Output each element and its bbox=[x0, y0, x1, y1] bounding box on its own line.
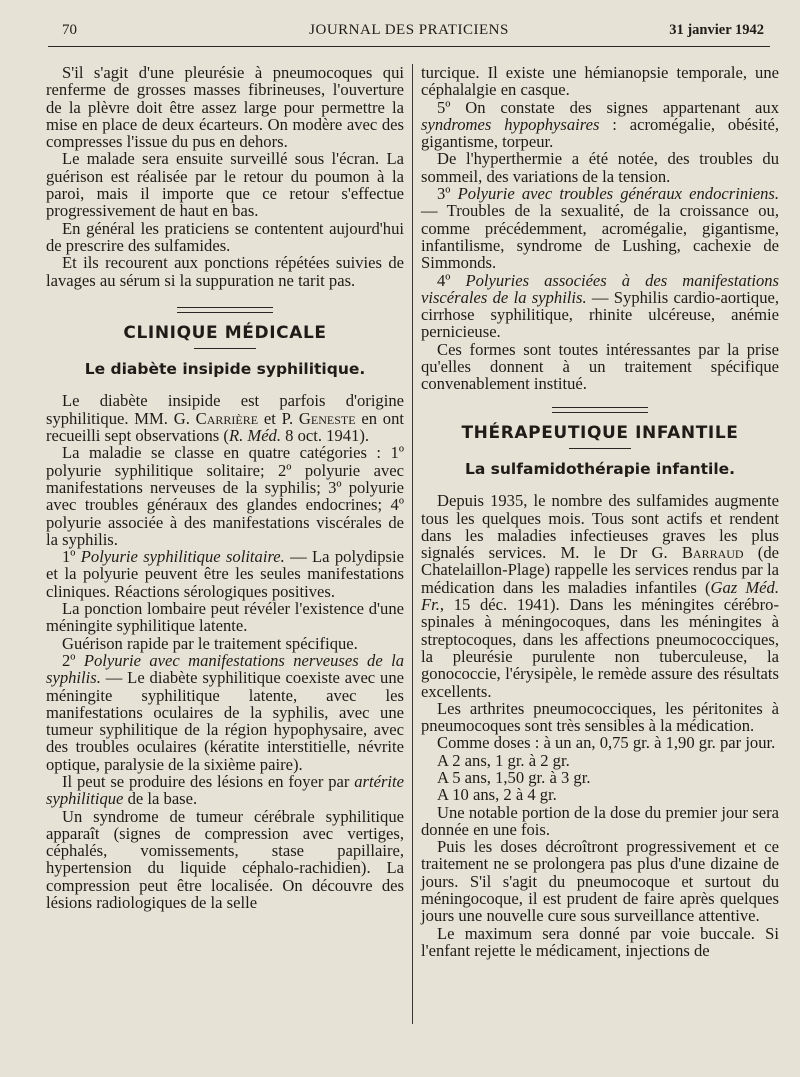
page-number: 70 bbox=[62, 22, 77, 38]
paragraph bbox=[46, 392, 404, 444]
journal-title: JOURNAL DES PRATICIENS bbox=[309, 22, 509, 38]
issue-date: 31 janvier 1942 bbox=[669, 22, 764, 38]
text: Le diabète insipide est parfois d'origine syphilitique. MM. G. bbox=[46, 391, 404, 428]
paragraph: Le maximum sera donné par voie buccale. Si l'enfant rejette le médicament, injections de bbox=[421, 923, 779, 960]
paragraph: Comme doses : à un an, 0,75 gr. à 1,90 gr. par jour. bbox=[437, 733, 776, 753]
text: — Le diabète syphilitique coexiste avec une méningite syphilitique latente, avec les manifestations oculaires de la syphilis, avec une tumeur syphilitique de la région hypophysaire, avec des troubles oculaires (kératite interstitielle, névrite optique, paralysie de la sixième paire). bbox=[46, 668, 404, 774]
paragraph: Et ils recourent aux ponctions répétées suivies de lavages au sérum si la suppuration ne tarit pas. bbox=[46, 253, 404, 290]
column-divider bbox=[412, 64, 413, 1024]
text: : acromégalie, obésité, gigantisme, torpeur. bbox=[421, 114, 779, 152]
paragraph: La ponction lombaire peut révéler l'existence d'une méningite syphilitique latente. bbox=[46, 599, 404, 636]
text: — La polydipsie et la polyurie peuvent être les seules manifestations cliniques. Réactions sérologiques positives. bbox=[46, 547, 404, 601]
paragraph: Les arthrites pneumococciques, les péritonites à pneumocoques sont très sensibles à la médication. bbox=[421, 698, 779, 736]
page-header bbox=[48, 20, 770, 44]
text: 4º bbox=[437, 270, 466, 290]
right-column bbox=[421, 64, 779, 959]
dose-list bbox=[421, 752, 779, 804]
paragraph: Puis les doses décroîtront progressivement et ce traitement ne se prolongera pas plus d'une dizaine de jours. S'il s'agit du pneumocoque et surtout du méningocoque, il est prudent de faire après quelques jours une nouvelle cure sous surveillance attentive. bbox=[421, 837, 779, 926]
subheading: Polyurie avec troubles généraux endocriniens. bbox=[457, 184, 779, 204]
paragraph bbox=[46, 548, 404, 600]
title-rule bbox=[194, 348, 256, 349]
subheading: Polyuries associées à des manifestations viscérales de la syphilis. bbox=[421, 270, 780, 307]
text: 3º bbox=[437, 184, 458, 204]
text: — Troubles de la sexualité, de la croissance ou, comme précédemment, acromégalie, gigantisme, infantilisme, syndrome de Lushing, cachexie de Simmonds. bbox=[421, 201, 779, 273]
paragraph: Guérison rapide par le traitement spécifique. bbox=[62, 633, 358, 653]
paragraph bbox=[421, 272, 779, 341]
article-title: La sulfamidothérapie infantile. bbox=[464, 459, 736, 478]
paragraph bbox=[46, 652, 404, 773]
paragraph bbox=[46, 773, 404, 808]
paragraph bbox=[421, 99, 779, 151]
text: 8 oct. 1941). bbox=[281, 426, 370, 446]
emphasis: syndromes hypophysaires bbox=[421, 114, 600, 134]
paragraph: turcique. Il existe une hémianopsie temporale, une céphalalgie en casque. bbox=[421, 63, 779, 100]
text: — Syphilis cardio-aortique, cirrhose syphilitique, rhinite ulcéreuse, anémie pernicieuse. bbox=[421, 287, 780, 342]
paragraph: S'il s'agit d'une pleurésie à pneumocoques qui renferme de grosses masses fibrineuses, l'ouverture de la plèvre doit être assez large pour permettre la mise en place de deux écarteurs. On modère avec des compresses l'issue du pus en dehors. bbox=[46, 63, 404, 152]
header-rule bbox=[48, 46, 770, 47]
text: et P. bbox=[258, 408, 299, 428]
reference: Gaz Méd. Fr. bbox=[421, 577, 779, 615]
section-title: CLINIQUE MÉDICALE bbox=[123, 322, 327, 343]
left-column bbox=[46, 64, 404, 911]
text: (de Chatelaillon-Plage) rappelle les services rendus par la médication dans les maladies infantiles ( bbox=[421, 543, 779, 597]
emphasis: artérite syphilitique bbox=[46, 771, 404, 809]
author-name: Barraud bbox=[681, 543, 744, 563]
section-separator bbox=[177, 307, 273, 313]
title-rule bbox=[569, 448, 631, 449]
text: 1º bbox=[62, 547, 81, 567]
article-title: Le diabète insipide syphilitique. bbox=[84, 360, 366, 379]
text: en ont recueilli sept observations ( bbox=[46, 408, 404, 446]
text: de la base. bbox=[123, 789, 198, 809]
text: Depuis 1935, le nombre des sulfamides augmente tous les quelques mois. Tous sont actifs et rendent dans les maladies infectieuses graves les plus signalés services. M. le Dr G. bbox=[421, 491, 779, 563]
subheading: Polyurie avec manifestations nerveuses de la syphilis. bbox=[46, 650, 404, 688]
list-item: A 2 ans, 1 gr. à 2 gr. bbox=[437, 750, 570, 770]
paragraph: De l'hyperthermie a été notée, des troubles du sommeil, des variations de la tension. bbox=[421, 149, 779, 186]
author-name: Geneste bbox=[298, 408, 356, 428]
paragraph: Le malade sera ensuite surveillé sous l'écran. La guérison est réalisée par le retour du poumon à la paroi, mais il importe que ce retour s'effectue progressivement de haut en bas. bbox=[46, 149, 404, 221]
paragraph: Un syndrome de tumeur cérébrale syphilitique apparaît (signes de compression avec vertiges, céphalés, vomissements, stase papillaire, hypertension du liquide céphalo-rachidien). La compression peut être localisée. On découvre des lésions radiologiques de la selle bbox=[46, 806, 404, 913]
text: 5º On constate des signes appartenant aux bbox=[437, 97, 779, 117]
section-separator bbox=[552, 407, 648, 413]
text: , 15 déc. 1941). Dans les méningites cérébro-spinales à méningocoques, dans les méningites à streptocoques, dans les affections pneumococciques, la pleurésie purulente non tuberculeuse, la gonococcie, l'érysipèle, le remède assure des résultats excellents. bbox=[421, 595, 779, 701]
author-name: Carrière bbox=[195, 408, 259, 428]
list-item: A 10 ans, 2 à 4 gr. bbox=[437, 785, 557, 805]
list-item: A 5 ans, 1,50 gr. à 3 gr. bbox=[437, 767, 591, 787]
reference: R. Méd. bbox=[228, 426, 282, 446]
text: Il peut se produire des lésions en foyer par bbox=[62, 771, 355, 791]
subheading: Polyurie syphilitique solitaire. bbox=[80, 547, 285, 567]
paragraph: Ces formes sont toutes intéressantes par la prise qu'elles donnent à un traitement spécifique convenablement institué. bbox=[421, 339, 779, 394]
paragraph bbox=[421, 185, 779, 271]
text: 2º bbox=[62, 650, 84, 670]
paragraph: En général les praticiens se contentent aujourd'hui de prescrire des sulfamides. bbox=[46, 218, 404, 255]
paragraph: La maladie se classe en quatre catégories : 1º polyurie syphilitique solitaire; 2º polyurie avec manifestations nerveuses de la syphilis; 3º polyurie avec troubles généraux des glandes endocrines; 4º polyurie associée à des manifestations viscérales de la syphilis. bbox=[46, 443, 404, 549]
paragraph: Une notable portion de la dose du premier jour sera donnée en une fois. bbox=[421, 802, 779, 839]
paragraph bbox=[421, 492, 779, 700]
section-title: THÉRAPEUTIQUE INFANTILE bbox=[461, 422, 739, 443]
